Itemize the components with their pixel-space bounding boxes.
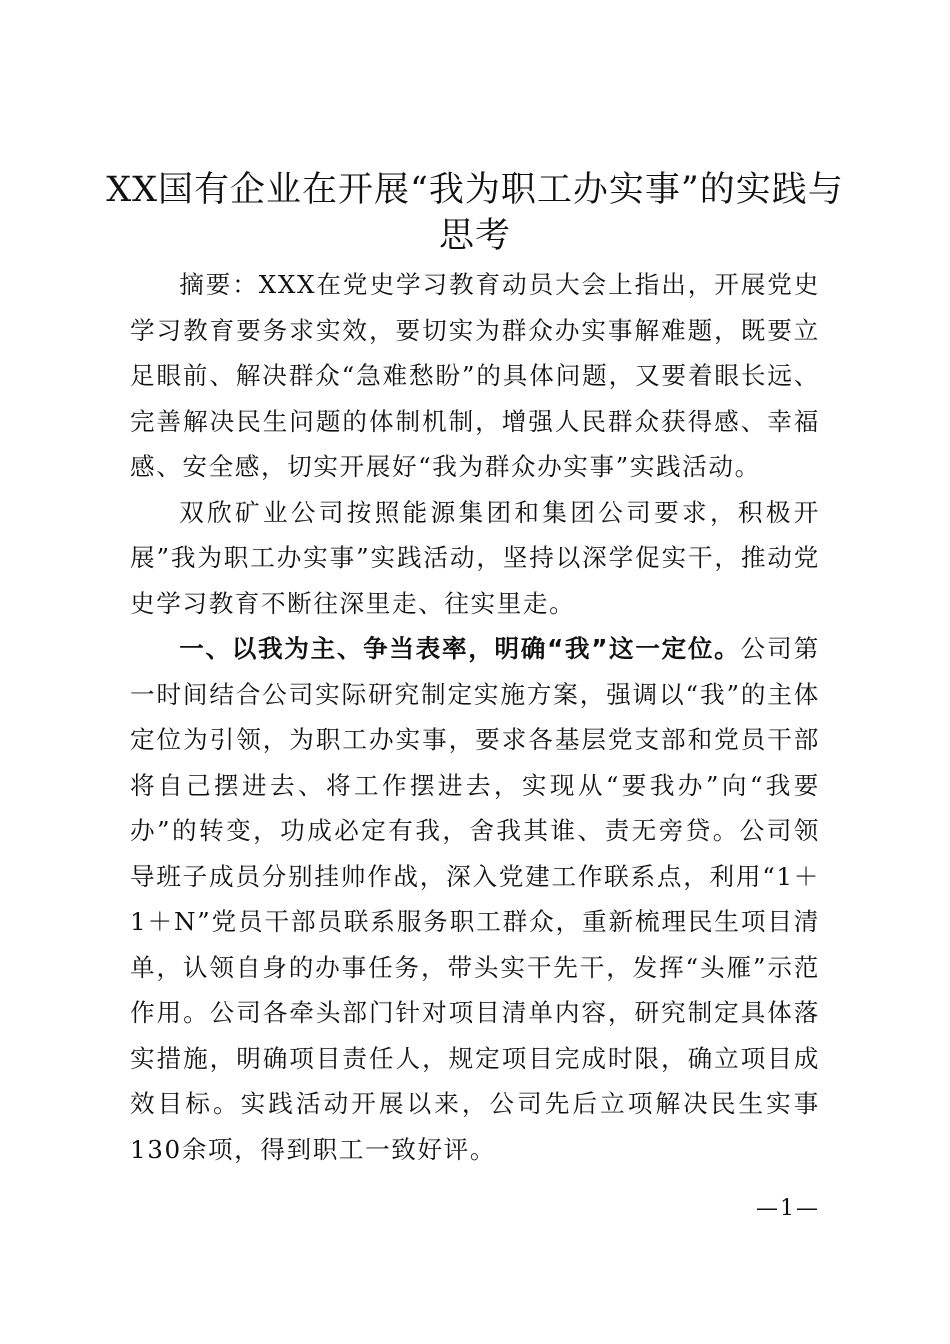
section-one-paragraph: [130, 626, 820, 1172]
document-title: XX国有企业在开展“我为职工办实事”的实践与思考: [106, 170, 844, 256]
paragraph-text: 双欣矿业公司按照能源集团和集团公司要求，积极开展”我为职工办实事”实践活动，坚持以深学促实干，推动党史学习教育不断往深里走、往实里走。: [130, 497, 820, 618]
intro-paragraph: [130, 490, 820, 627]
page-number: —1—: [756, 1196, 820, 1221]
paragraph-text: 摘要：XXX在党史学习教育动员大会上指出，开展党史学习教育要务求实效，要切实为群众办实事解难题，既要立足眼前、解决群众“急难愁盼”的具体问题，又要着眼长远、完善解决民生问题的体制机制，增强人民群众获得感、幸福感、安全感，切实开展好“我为群众办实事”实践活动。: [130, 270, 820, 481]
section-one-heading: 一、以我为主、争当表率，明确“我”这一定位。: [179, 634, 741, 663]
paragraph-text: 公司第一时间结合公司实际研究制定实施方案，强调以“我”的主体定位为引领，为职工办实事，要求各基层党支部和党员干部将自己摆进去、将工作摆进去，实现从“要我办”向“我要办”的转变，功成必定有我，舍我其谁、责无旁贷。公司领导班子成员分别挂帅作战，深入党建工作联系点，利用“1＋1＋N”党员干部员联系服务职工群众，重新梳理民生项目清单，认领自身的办事任务，带头实干先干，发挥“头雁”示范作用。公司各牵头部门针对项目清单内容，研究制定具体落实措施，明确项目责任人，规定项目完成时限，确立项目成效目标。实践活动开展以来，公司先后立项解决民生实事130余项，得到职工一致好评。: [130, 634, 820, 1164]
abstract-paragraph: [130, 262, 820, 490]
document-body: [130, 262, 820, 1172]
